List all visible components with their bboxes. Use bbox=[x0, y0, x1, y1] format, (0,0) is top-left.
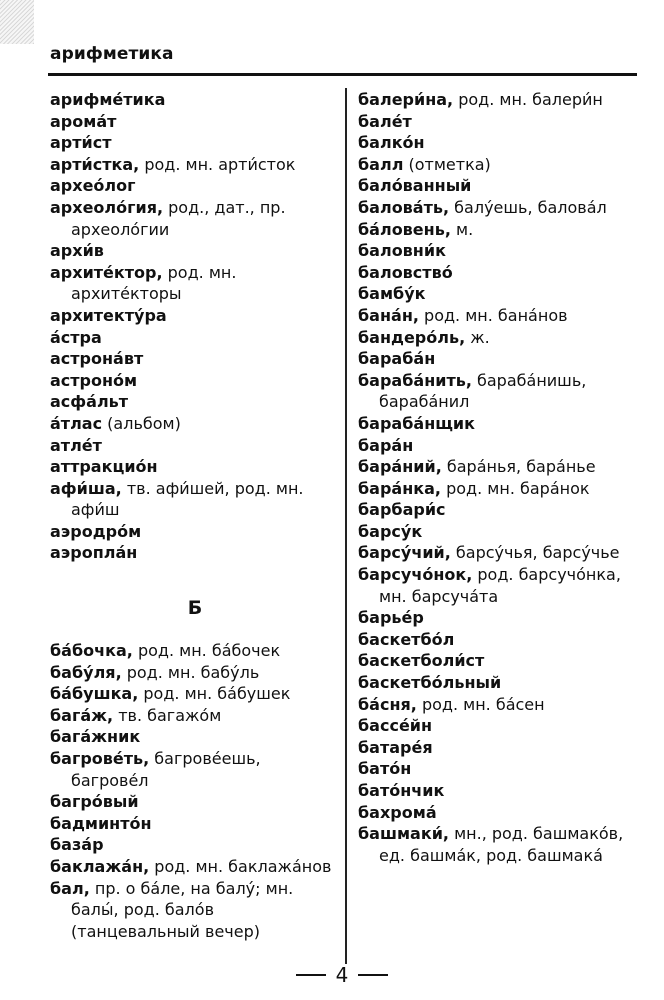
dictionary-entry bbox=[358, 672, 643, 694]
dictionary-entry bbox=[50, 413, 340, 435]
dictionary-entry bbox=[50, 132, 340, 154]
entry-headword: бара́н bbox=[358, 435, 414, 455]
entry-grammar: мн., род. башмако́в, ед. башма́к, род. башмака́ bbox=[379, 824, 624, 865]
dictionary-entry bbox=[50, 748, 340, 791]
page-number-footer bbox=[280, 960, 404, 990]
dictionary-entry bbox=[358, 240, 643, 262]
entry-headword: бара́нка, bbox=[358, 478, 442, 498]
entry-headword: бато́н bbox=[358, 759, 412, 779]
entry-headword: бабу́ля, bbox=[50, 662, 122, 682]
dictionary-entry bbox=[358, 327, 643, 349]
entry-headword: бараба́н bbox=[358, 349, 436, 369]
dictionary-entry bbox=[50, 813, 340, 835]
entry-grammar: род. мн. бабу́ль bbox=[121, 662, 260, 682]
entry-grammar: род. мн. ба́бушек bbox=[138, 684, 291, 704]
entry-headword: аэропла́н bbox=[50, 543, 138, 563]
entry-grammar: (отметка) bbox=[403, 154, 491, 174]
entry-headword: бассе́йн bbox=[358, 716, 433, 736]
entry-headword: багро́вый bbox=[50, 792, 139, 812]
entry-grammar: барсу́чья, барсу́чье bbox=[450, 543, 620, 563]
dictionary-entry bbox=[358, 435, 643, 457]
dictionary-entry bbox=[50, 478, 340, 521]
left-entries-b bbox=[50, 640, 340, 942]
dictionary-entry bbox=[50, 305, 340, 327]
dictionary-entry bbox=[50, 154, 340, 176]
entry-headword: аттракцио́н bbox=[50, 457, 158, 477]
entry-headword: баловство́ bbox=[358, 262, 453, 282]
dictionary-entry bbox=[50, 391, 340, 413]
header-rule bbox=[48, 73, 637, 76]
entry-headword: барье́р bbox=[358, 608, 424, 628]
dictionary-entry bbox=[358, 262, 643, 284]
dictionary-entry bbox=[50, 662, 340, 684]
entry-headword: бандеро́ль, bbox=[358, 327, 466, 347]
entry-headword: археоло́гия, bbox=[50, 197, 164, 217]
entry-grammar: род. мн. бана́нов bbox=[418, 305, 568, 325]
dictionary-entry bbox=[358, 89, 643, 111]
dictionary-entry bbox=[358, 478, 643, 500]
entry-headword: бага́ж, bbox=[50, 705, 114, 725]
entry-grammar: тв. багажо́м bbox=[113, 705, 222, 725]
entry-grammar: пр. о ба́ле, на балу́; мн. балы́, род. бало́в (танцевальный вечер) bbox=[71, 878, 294, 941]
entry-headword: башмаки́, bbox=[358, 824, 449, 844]
entry-grammar: род. мн. балери́н bbox=[453, 90, 603, 109]
entry-headword: а́стра bbox=[50, 327, 102, 347]
entry-grammar: род., дат., пр. археоло́гии bbox=[71, 197, 286, 239]
entry-headword: а́тлас bbox=[50, 413, 103, 433]
dictionary-entry bbox=[358, 823, 643, 866]
entry-headword: атле́т bbox=[50, 435, 102, 455]
entry-headword: бале́т bbox=[358, 111, 412, 131]
entry-headword: архео́лог bbox=[50, 176, 136, 196]
entry-grammar: м. bbox=[450, 219, 474, 239]
entry-headword: бахрома́ bbox=[358, 802, 437, 822]
entry-headword: баскетболи́ст bbox=[358, 651, 485, 671]
entry-grammar: род. мн. баклажа́нов bbox=[149, 857, 332, 876]
page-number: 4 bbox=[335, 963, 349, 987]
dictionary-entry bbox=[50, 89, 340, 111]
dictionary-entry bbox=[358, 370, 643, 413]
entry-grammar: бараба́нишь, бараба́нил bbox=[379, 370, 587, 412]
entry-headword: арома́т bbox=[50, 111, 117, 131]
entry-headword: астроно́м bbox=[50, 370, 138, 390]
entry-headword: арифме́тика bbox=[50, 90, 166, 109]
dictionary-entry bbox=[358, 607, 643, 629]
entry-grammar: род. барсучо́нка, мн. барсуча́та bbox=[379, 565, 621, 606]
dictionary-entry bbox=[50, 348, 340, 370]
dash-left bbox=[296, 974, 326, 976]
entry-headword: аэродро́м bbox=[50, 521, 142, 541]
entry-headword: бамбу́к bbox=[358, 284, 426, 304]
entry-headword: барбари́с bbox=[358, 500, 446, 520]
entry-headword: архи́в bbox=[50, 241, 104, 261]
entry-grammar: бара́нья, бара́нье bbox=[441, 457, 596, 477]
entry-headword: архитекту́ра bbox=[50, 305, 167, 325]
dictionary-entry bbox=[358, 715, 643, 737]
entry-headword: балери́на, bbox=[358, 90, 454, 109]
entry-headword: бараба́нщик bbox=[358, 413, 475, 433]
entry-grammar: балу́ешь, балова́л bbox=[449, 197, 607, 217]
dictionary-entry bbox=[358, 456, 643, 478]
entry-headword: арти́ст bbox=[50, 133, 112, 153]
dictionary-entry bbox=[358, 305, 643, 327]
dictionary-entry bbox=[358, 802, 643, 824]
dictionary-entry bbox=[50, 791, 340, 813]
dictionary-entry bbox=[358, 521, 643, 543]
dictionary-entry bbox=[358, 780, 643, 802]
left-column bbox=[50, 89, 340, 942]
entry-grammar: род. мн. ба́сен bbox=[416, 694, 545, 714]
entry-headword: ба́бочка, bbox=[50, 641, 133, 661]
entry-grammar: род. мн. бара́нок bbox=[441, 478, 590, 498]
dictionary-entry bbox=[50, 435, 340, 457]
entry-headword: барсу́чий, bbox=[358, 543, 451, 563]
entry-headword: бага́жник bbox=[50, 727, 141, 747]
dictionary-entry bbox=[358, 219, 643, 241]
dictionary-entry bbox=[358, 175, 643, 197]
entry-headword: астрона́вт bbox=[50, 349, 144, 369]
entry-headword: арти́стка, bbox=[50, 154, 140, 174]
dictionary-entry bbox=[50, 542, 340, 564]
dictionary-entry bbox=[50, 456, 340, 478]
entry-headword: ба́сня, bbox=[358, 694, 417, 714]
dictionary-entry bbox=[358, 629, 643, 651]
dictionary-entry bbox=[50, 327, 340, 349]
dictionary-entry bbox=[50, 240, 340, 262]
dictionary-entry bbox=[50, 111, 340, 133]
right-entries bbox=[358, 89, 643, 866]
entry-headword: балл bbox=[358, 154, 404, 174]
dictionary-entry bbox=[358, 348, 643, 370]
entry-grammar: (альбом) bbox=[102, 413, 181, 433]
entry-headword: барсу́к bbox=[358, 521, 423, 541]
entry-grammar: род. мн. арти́сток bbox=[139, 154, 296, 174]
column-divider bbox=[345, 88, 347, 964]
entry-headword: ба́ловень, bbox=[358, 219, 451, 239]
dictionary-entry bbox=[50, 197, 340, 240]
dictionary-entry bbox=[50, 370, 340, 392]
entry-headword: бараба́нить, bbox=[358, 370, 472, 390]
right-column bbox=[358, 89, 643, 866]
entry-headword: баскетбо́льный bbox=[358, 673, 502, 693]
entry-grammar: род. мн. ба́бочек bbox=[132, 641, 281, 661]
entry-headword: архите́ктор, bbox=[50, 262, 163, 282]
dictionary-entry bbox=[50, 175, 340, 197]
entry-headword: база́р bbox=[50, 835, 104, 855]
dictionary-entry bbox=[358, 499, 643, 521]
dictionary-entry bbox=[358, 132, 643, 154]
dictionary-entry bbox=[50, 262, 340, 305]
entry-headword: балова́ть, bbox=[358, 197, 450, 217]
dictionary-entry bbox=[50, 878, 340, 943]
entry-headword: бана́н, bbox=[358, 305, 419, 325]
entry-headword: баскетбо́л bbox=[358, 629, 455, 649]
dictionary-entry bbox=[358, 737, 643, 759]
entry-headword: барсучо́нок, bbox=[358, 565, 473, 585]
entry-headword: бара́ний, bbox=[358, 457, 442, 477]
entry-headword: баклажа́н, bbox=[50, 857, 150, 876]
entry-headword: баловни́к bbox=[358, 241, 446, 261]
dictionary-entry bbox=[50, 640, 340, 662]
dictionary-entry bbox=[358, 564, 643, 607]
dictionary-entry bbox=[358, 650, 643, 672]
dictionary-entry bbox=[50, 683, 340, 705]
dictionary-entry bbox=[50, 726, 340, 748]
entry-headword: ба́бушка, bbox=[50, 684, 139, 704]
entry-grammar: ж. bbox=[465, 327, 490, 347]
entry-grammar: тв. афи́шей, род. мн. афи́ш bbox=[71, 478, 304, 520]
dictionary-entry bbox=[50, 521, 340, 543]
dictionary-entry bbox=[358, 758, 643, 780]
dictionary-entry bbox=[358, 197, 643, 219]
entry-headword: багрове́ть, bbox=[50, 749, 150, 769]
entry-headword: бадминто́н bbox=[50, 813, 152, 833]
running-head: арифметика bbox=[50, 44, 174, 64]
entry-headword: бало́ванный bbox=[358, 176, 472, 196]
dictionary-entry bbox=[358, 111, 643, 133]
dictionary-entry bbox=[358, 283, 643, 305]
entry-grammar: род. мн. архите́кторы bbox=[71, 262, 237, 304]
entry-grammar: багрове́ешь, багрове́л bbox=[71, 749, 261, 790]
left-entries-a bbox=[50, 89, 340, 564]
dictionary-entry bbox=[50, 834, 340, 856]
scan-corner-mark bbox=[0, 0, 34, 44]
dash-right bbox=[358, 974, 388, 976]
dictionary-entry bbox=[50, 856, 340, 878]
entry-headword: асфа́льт bbox=[50, 392, 129, 412]
dictionary-entry bbox=[358, 154, 643, 176]
dictionary-entry bbox=[50, 705, 340, 727]
dictionary-entry bbox=[358, 694, 643, 716]
dictionary-entry bbox=[358, 542, 643, 564]
entry-headword: батаре́я bbox=[358, 737, 433, 757]
dictionary-entry bbox=[358, 413, 643, 435]
entry-headword: бал, bbox=[50, 878, 90, 898]
entry-headword: балко́н bbox=[358, 133, 425, 153]
section-letter: Б bbox=[187, 597, 203, 620]
entry-headword: афи́ша, bbox=[50, 478, 122, 498]
entry-headword: бато́нчик bbox=[358, 781, 445, 800]
